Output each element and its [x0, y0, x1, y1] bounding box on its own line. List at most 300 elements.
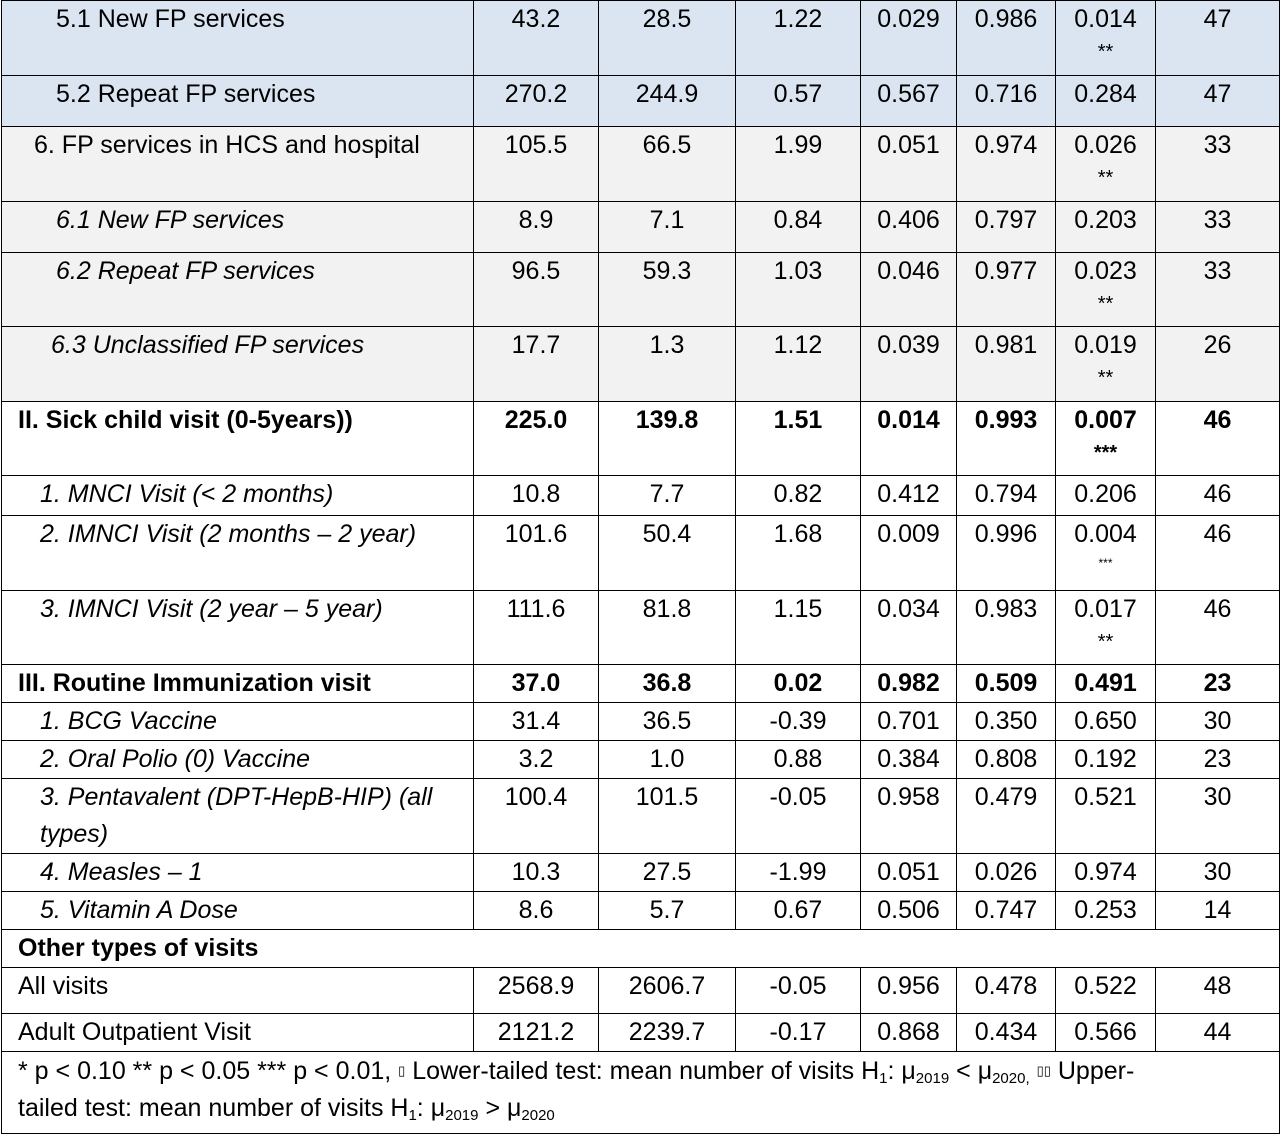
p-value-text: 0.650 [1074, 707, 1137, 735]
table-row [2, 968, 1280, 1014]
value-c3-cell [736, 76, 861, 127]
row-label-text: 6.1 New FP services [56, 206, 285, 234]
footnote-upper-text-1: Upper- [1057, 1057, 1135, 1085]
mu-symbol: μ [430, 1094, 446, 1122]
row-label-text: 6.2 Repeat FP services [56, 257, 315, 285]
value-c5-text: 0.996 [974, 520, 1038, 548]
n-value-cell [1156, 516, 1280, 591]
row-label-cell [2, 1, 474, 76]
n-value-text: 33 [1203, 206, 1232, 234]
value-c3-text: 0.67 [773, 896, 823, 924]
value-c4-text: 0.009 [877, 520, 940, 548]
value-c2-cell [599, 968, 736, 1014]
value-c4-cell [861, 1014, 957, 1052]
n-value-text: 26 [1203, 331, 1232, 359]
value-c3-cell [736, 516, 861, 591]
value-c3-text: 0.84 [773, 206, 823, 234]
value-c3-text: 0.57 [773, 80, 823, 108]
value-c5-text: 0.794 [974, 480, 1038, 508]
n-value-cell [1156, 892, 1280, 930]
value-c1-cell [474, 665, 599, 703]
value-c4-text: 0.868 [877, 1018, 940, 1046]
value-c1-cell [474, 703, 599, 741]
p-value-text: 0.521 [1074, 783, 1137, 811]
value-c5-cell [957, 703, 1056, 741]
row-label-text: III. Routine Immunization visit [18, 669, 371, 697]
results-table [1, 0, 1280, 1134]
table-row [2, 202, 1280, 253]
row-label-text: II. Sick child visit (0-5years)) [18, 406, 353, 434]
value-c4-cell [861, 202, 957, 253]
value-c5-text: 0.974 [974, 131, 1038, 159]
row-label-text: 1. MNCI Visit (< 2 months) [40, 480, 334, 508]
value-c5-cell [957, 76, 1056, 127]
row-label-text: 2. Oral Polio (0) Vaccine [40, 745, 311, 773]
value-c3-cell [736, 591, 861, 665]
p-value-text: 0.284 [1074, 80, 1137, 108]
p-value-text: 0.192 [1074, 745, 1137, 773]
p-value-cell [1056, 1014, 1156, 1052]
row-label-cell [2, 968, 474, 1014]
mu-symbol: μ [507, 1094, 522, 1122]
value-c2-text: 5.7 [649, 896, 685, 924]
p-value-cell [1056, 968, 1156, 1014]
value-c4-cell [861, 253, 957, 327]
value-c4-text: 0.956 [877, 972, 940, 1000]
p-value-cell [1056, 476, 1156, 516]
value-c1-cell [474, 779, 599, 854]
p-value-text: 0.522 [1074, 972, 1137, 1000]
n-value-cell [1156, 703, 1280, 741]
footnote-lower-text: Lower-tailed test: mean number of visits H [412, 1057, 880, 1085]
value-c1-text: 10.8 [511, 480, 561, 508]
value-c4-cell [861, 968, 957, 1014]
p-value-cell [1056, 892, 1156, 930]
table-row [2, 703, 1280, 741]
row-label-cell [2, 854, 474, 892]
row-label-text: 2. IMNCI Visit (2 months – 2 year) [40, 520, 417, 548]
table-row [2, 253, 1280, 327]
n-value-text: 30 [1203, 858, 1232, 886]
value-c1-text: 105.5 [504, 131, 568, 159]
value-c2-text: 81.8 [642, 595, 692, 623]
row-label-cell [2, 76, 474, 127]
value-c3-cell [736, 327, 861, 402]
row-label-cell [2, 1014, 474, 1052]
significance-stars: ** [1097, 367, 1114, 389]
value-c3-cell [736, 476, 861, 516]
value-c3-text: -1.99 [769, 858, 827, 886]
value-c4-cell [861, 516, 957, 591]
value-c4-text: 0.567 [877, 80, 940, 108]
value-c2-text: 244.9 [635, 80, 699, 108]
value-c5-text: 0.808 [974, 745, 1038, 773]
value-c1-text: 100.4 [504, 783, 568, 811]
p-value-text: 0.026 [1074, 131, 1137, 159]
value-c2-cell [599, 202, 736, 253]
row-label-cell [2, 402, 474, 476]
row-label-cell [2, 476, 474, 516]
value-c3-cell [736, 253, 861, 327]
row-label-text: Adult Outpatient Visit [18, 1018, 252, 1046]
value-c2-text: 101.5 [635, 783, 699, 811]
significance-stars: *** [1098, 556, 1113, 570]
p-value-text: 0.203 [1074, 206, 1137, 234]
n-value-cell [1156, 253, 1280, 327]
n-value-cell [1156, 76, 1280, 127]
value-c2-cell [599, 327, 736, 402]
table-row [2, 854, 1280, 892]
h-subscript: 1 [408, 1107, 417, 1124]
value-c3-cell [736, 703, 861, 741]
table-row [2, 741, 1280, 779]
value-c3-cell [736, 202, 861, 253]
year-2019-subscript: 2019 [915, 1070, 950, 1087]
value-c2-text: 7.7 [649, 480, 685, 508]
value-c2-cell [599, 476, 736, 516]
value-c4-cell [861, 779, 957, 854]
value-c5-text: 0.981 [974, 331, 1038, 359]
value-c5-cell [957, 591, 1056, 665]
value-c1-cell [474, 402, 599, 476]
significance-stars: ** [1097, 167, 1114, 189]
value-c5-cell [957, 327, 1056, 402]
year-2020-subscript: 2020 [521, 1107, 555, 1124]
value-c1-cell [474, 1, 599, 76]
value-c3-text: 1.22 [773, 5, 823, 33]
value-c4-cell [861, 591, 957, 665]
value-c5-cell [957, 854, 1056, 892]
row-label-cell [2, 741, 474, 779]
table-row [2, 76, 1280, 127]
n-value-cell [1156, 665, 1280, 703]
year-2019-subscript: 2019 [445, 1107, 479, 1124]
value-c4-text: 0.039 [877, 331, 940, 359]
value-c5-cell [957, 476, 1056, 516]
value-c2-cell [599, 591, 736, 665]
p-value-text: 0.206 [1074, 480, 1137, 508]
value-c5-text: 0.716 [974, 80, 1038, 108]
p-value-cell [1056, 591, 1156, 665]
value-c2-cell [599, 253, 736, 327]
value-c4-cell [861, 741, 957, 779]
value-c5-cell [957, 127, 1056, 202]
value-c1-text: 225.0 [504, 406, 568, 434]
value-c5-cell [957, 253, 1056, 327]
row-label-text: 5. Vitamin A Dose [40, 896, 238, 924]
value-c1-cell [474, 476, 599, 516]
p-value-cell [1056, 127, 1156, 202]
value-c4-text: 0.412 [877, 480, 940, 508]
value-c2-text: 2606.7 [628, 972, 706, 1000]
value-c4-cell [861, 327, 957, 402]
value-c3-cell [736, 1, 861, 76]
value-c2-cell [599, 76, 736, 127]
h-subscript: 1 [879, 1070, 888, 1087]
value-c1-text: 37.0 [511, 669, 561, 697]
value-c5-text: 0.026 [974, 858, 1038, 886]
n-value-text: 23 [1203, 669, 1232, 697]
value-c3-cell [736, 854, 861, 892]
p-value-text: 0.974 [1074, 858, 1137, 886]
value-c2-cell [599, 127, 736, 202]
value-c3-cell [736, 127, 861, 202]
n-value-cell [1156, 968, 1280, 1014]
value-c1-text: 111.6 [506, 595, 566, 623]
p-value-text: 0.004 [1074, 520, 1137, 548]
value-c5-cell [957, 892, 1056, 930]
row-label-cell [2, 591, 474, 665]
value-c4-text: 0.051 [877, 858, 940, 886]
p-value-cell [1056, 854, 1156, 892]
row-label-text: All visits [18, 972, 109, 1000]
greater-than: > [485, 1094, 501, 1122]
p-value-text: 0.014 [1074, 5, 1137, 33]
significance-stars: ** [1097, 293, 1114, 315]
value-c2-text: 28.5 [642, 5, 692, 33]
value-c5-cell [957, 741, 1056, 779]
value-c4-cell [861, 665, 957, 703]
significance-stars: ** [1097, 631, 1114, 653]
mu-symbol: μ [977, 1057, 993, 1085]
n-value-cell [1156, 1, 1280, 76]
value-c3-cell [736, 1014, 861, 1052]
value-c1-cell [474, 1014, 599, 1052]
n-value-text: 30 [1203, 783, 1232, 811]
value-c2-cell [599, 1, 736, 76]
value-c4-cell [861, 892, 957, 930]
p-value-cell [1056, 703, 1156, 741]
row-label-text: 5.1 New FP services [56, 5, 285, 33]
value-c2-text: 66.5 [642, 131, 692, 159]
table-row [2, 516, 1280, 591]
p-value-text: 0.491 [1074, 669, 1137, 697]
value-c5-cell [957, 516, 1056, 591]
table-row [2, 127, 1280, 202]
row-label-cell [2, 665, 474, 703]
value-c4-cell [861, 127, 957, 202]
value-c2-text: 36.5 [642, 707, 692, 735]
value-c1-cell [474, 591, 599, 665]
row-label-cell [2, 127, 474, 202]
value-c3-cell [736, 892, 861, 930]
value-c5-text: 0.478 [974, 972, 1038, 1000]
value-c5-text: 0.986 [974, 5, 1038, 33]
value-c5-text: 0.983 [974, 595, 1038, 623]
row-label-cell [2, 703, 474, 741]
value-c2-text: 50.4 [642, 520, 692, 548]
value-c1-text: 17.7 [511, 331, 561, 359]
value-c2-text: 139.8 [635, 406, 699, 434]
row-label-cell [2, 516, 474, 591]
p-value-cell [1056, 202, 1156, 253]
value-c4-cell [861, 1, 957, 76]
value-c1-text: 2568.9 [497, 972, 575, 1000]
value-c5-text: 0.479 [974, 783, 1038, 811]
n-value-text: 48 [1203, 972, 1232, 1000]
p-value-cell [1056, 779, 1156, 854]
p-value-text: 0.017 [1074, 595, 1137, 623]
value-c5-text: 0.993 [974, 406, 1038, 434]
n-value-cell [1156, 741, 1280, 779]
value-c5-cell [957, 968, 1056, 1014]
value-c1-text: 43.2 [511, 5, 561, 33]
value-c4-cell [861, 402, 957, 476]
value-c1-cell [474, 968, 599, 1014]
value-c5-text: 0.434 [974, 1018, 1038, 1046]
table-row [2, 665, 1280, 703]
value-c5-cell [957, 665, 1056, 703]
n-value-text: 33 [1203, 131, 1232, 159]
value-c2-cell [599, 402, 736, 476]
p-value-cell [1056, 1, 1156, 76]
row-label-text: 4. Measles – 1 [40, 858, 203, 886]
significance-stars: ** [1097, 41, 1114, 63]
year-2020-subscript: 2020, [992, 1070, 1030, 1087]
row-label-text: 3. Pentavalent (DPT-HepB-HIP) (all types) [40, 783, 433, 848]
value-c3-text: 1.12 [773, 331, 823, 359]
value-c1-text: 101.6 [504, 520, 568, 548]
value-c1-text: 96.5 [511, 257, 561, 285]
value-c1-cell [474, 253, 599, 327]
value-c1-cell [474, 327, 599, 402]
p-value-cell [1056, 516, 1156, 591]
value-c4-text: 0.982 [877, 669, 940, 697]
value-c5-text: 0.977 [974, 257, 1038, 285]
p-value-text: 0.019 [1074, 331, 1137, 359]
n-value-text: 46 [1203, 480, 1232, 508]
footnote: * p < 0.10 ** p < 0.05 *** p < 0.01, ▯ Lower-tailed test: mean number of visits $H_1$: $\mu_{2019} < \mu_{2020,}$ ▯▯ Upper- tailed test: mean number of visits $H_1$: $\mu_{2019} > \mu_{2020}$ [2, 1052, 1280, 1134]
n-value-text: 46 [1203, 595, 1232, 623]
n-value-text: 23 [1203, 745, 1232, 773]
value-c1-cell [474, 516, 599, 591]
value-c1-text: 3.2 [518, 745, 554, 773]
footnote-row [2, 1052, 1280, 1134]
p-value-text: 0.566 [1074, 1018, 1137, 1046]
value-c5-cell [957, 202, 1056, 253]
value-c3-text: 1.68 [773, 520, 823, 548]
section-title: Other types of visits [18, 934, 259, 962]
value-c2-cell [599, 854, 736, 892]
value-c4-text: 0.051 [877, 131, 940, 159]
value-c2-cell [599, 779, 736, 854]
p-value-text: 0.007 [1074, 406, 1137, 434]
value-c3-text: 1.51 [773, 406, 823, 434]
value-c1-text: 270.2 [504, 80, 568, 108]
value-c3-text: 1.15 [773, 595, 823, 623]
p-value-cell [1056, 741, 1156, 779]
n-value-cell [1156, 854, 1280, 892]
value-c5-text: 0.350 [974, 707, 1038, 735]
value-c3-text: -0.17 [769, 1018, 827, 1046]
value-c4-text: 0.034 [877, 595, 940, 623]
n-value-text: 30 [1203, 707, 1232, 735]
value-c4-text: 0.029 [877, 5, 940, 33]
value-c2-cell [599, 516, 736, 591]
table-row [2, 779, 1280, 854]
table-row [2, 1014, 1280, 1052]
upper-tail-marker: ▯▯ [1036, 1063, 1051, 1078]
value-c1-cell [474, 127, 599, 202]
value-c4-cell [861, 476, 957, 516]
value-c2-text: 7.1 [649, 206, 685, 234]
table-row [2, 402, 1280, 476]
n-value-text: 14 [1203, 896, 1232, 924]
value-c1-text: 8.6 [518, 896, 554, 924]
n-value-cell [1156, 476, 1280, 516]
value-c5-cell [957, 402, 1056, 476]
value-c2-cell [599, 1014, 736, 1052]
n-value-cell [1156, 779, 1280, 854]
mu-symbol: μ [901, 1057, 916, 1085]
value-c3-cell [736, 665, 861, 703]
n-value-text: 46 [1203, 406, 1232, 434]
n-value-cell [1156, 1014, 1280, 1052]
value-c3-text: 0.88 [773, 745, 823, 773]
value-c1-cell [474, 76, 599, 127]
table-row [2, 591, 1280, 665]
value-c3-text: -0.05 [769, 783, 827, 811]
n-value-text: 47 [1203, 80, 1232, 108]
value-c4-text: 0.958 [877, 783, 940, 811]
value-c3-cell [736, 402, 861, 476]
value-c3-text: -0.05 [769, 972, 827, 1000]
value-c3-text: 1.03 [773, 257, 823, 285]
p-value-text: 0.023 [1074, 257, 1137, 285]
value-c2-cell [599, 741, 736, 779]
n-value-cell [1156, 591, 1280, 665]
row-label-text: 6. FP services in HCS and hospital [34, 131, 420, 159]
value-c4-cell [861, 76, 957, 127]
n-value-cell [1156, 202, 1280, 253]
p-value-cell [1056, 76, 1156, 127]
n-value-text: 47 [1203, 5, 1232, 33]
p-value-cell [1056, 253, 1156, 327]
n-value-text: 44 [1203, 1018, 1232, 1046]
significance-stars: *** [1093, 442, 1118, 464]
value-c1-text: 10.3 [511, 858, 561, 886]
value-c1-text: 31.4 [511, 707, 561, 735]
row-label-cell [2, 327, 474, 402]
value-c2-cell [599, 892, 736, 930]
value-c2-cell [599, 703, 736, 741]
value-c3-text: 0.02 [773, 669, 823, 697]
p-value-cell [1056, 665, 1156, 703]
value-c2-text: 1.0 [649, 745, 685, 773]
row-label-cell [2, 892, 474, 930]
value-c2-text: 27.5 [642, 858, 692, 886]
value-c4-text: 0.046 [877, 257, 940, 285]
value-c4-cell [861, 854, 957, 892]
table-row [2, 892, 1280, 930]
table-row [2, 1, 1280, 76]
n-value-cell [1156, 327, 1280, 402]
table-row [2, 327, 1280, 402]
value-c4-text: 0.701 [877, 707, 940, 735]
value-c5-cell [957, 779, 1056, 854]
value-c5-text: 0.747 [974, 896, 1038, 924]
value-c1-cell [474, 854, 599, 892]
value-c5-cell [957, 1, 1056, 76]
value-c1-text: 8.9 [518, 206, 554, 234]
row-label-cell [2, 253, 474, 327]
value-c2-text: 59.3 [642, 257, 692, 285]
value-c3-text: 1.99 [773, 131, 823, 159]
lower-tail-marker: ▯ [398, 1063, 406, 1078]
value-c4-text: 0.406 [877, 206, 940, 234]
row-label-text: 5.2 Repeat FP services [56, 80, 316, 108]
footnote-significance: * p < 0.10 ** p < 0.05 *** p < 0.01, [18, 1057, 392, 1085]
